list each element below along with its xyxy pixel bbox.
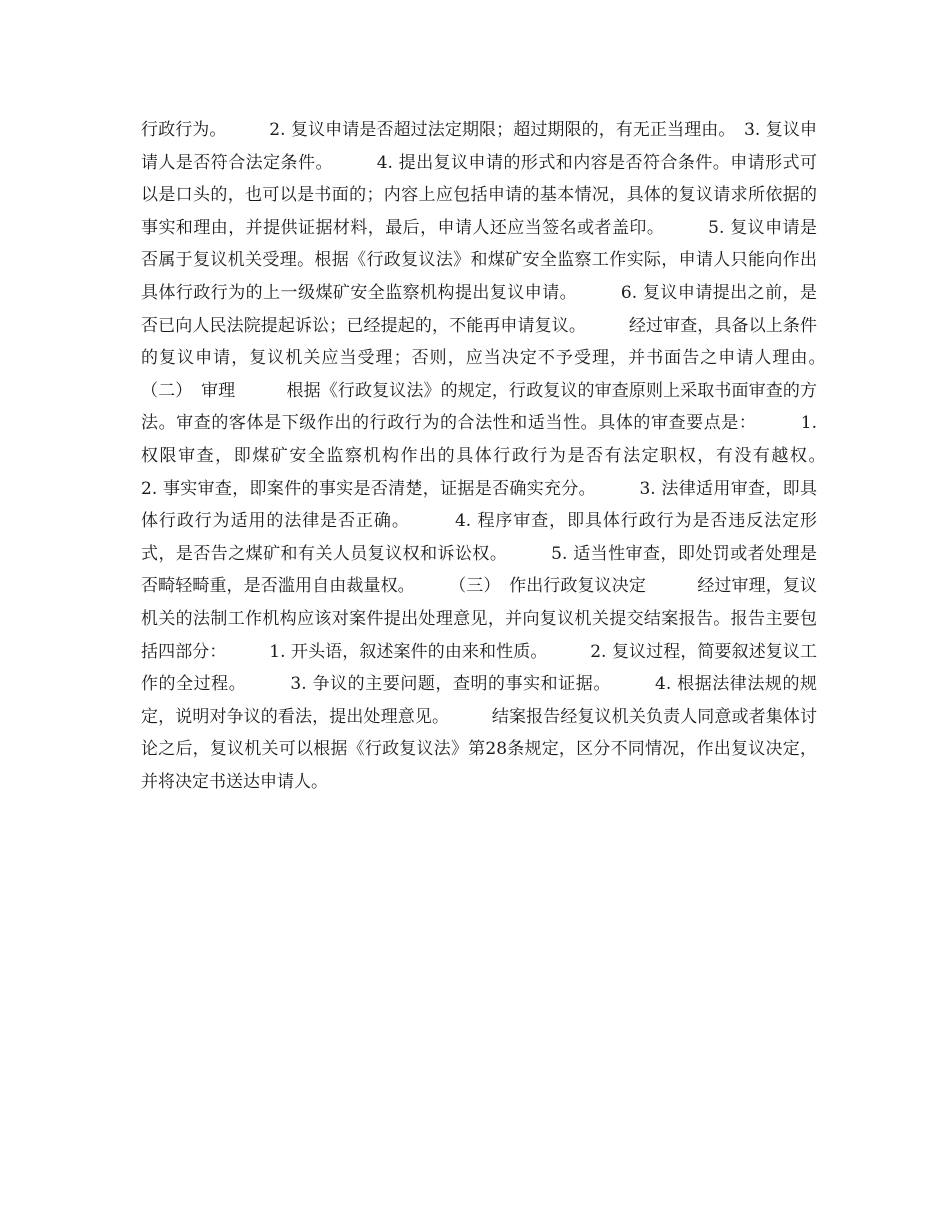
body-paragraph: 行政行为。 2. 复议申请是否超过法定期限；超过期限的，有无正当理由。 3. 复议申请人是否符合法定条件。 4. 提出复议申请的形式和内容是否符合条件。申请形式可以是口头的，也可以是书面的；内容上应包括申请的基本情况，具体的复议请求所依据的事实和理由，并提供证据材料，最后，申请人还应当签名或者盖印。 5. 复议申请是否属于复议机关受理。根据《行政复议法》和煤矿安全监察工作实际，申请人只能向作出具体行政行为的上一级煤矿安全监察机构提出复议申请。 6. 复议申请提出之前，是否已向人民法院提起诉讼；已经提起的，不能再申请复议。 经过审查，具备以上条件的复议申请，复议机关应当受理；否则，应当决定不予受理，并书面告之申请人理由。 （二） 审理 根据《行政复议法》的规定，行政复议的审查原则上采取书面审查的方法。审查的客体是下级作出的行政行为的合法性和适当性。具体的审查要点是： 1. 权限审查，即煤矿安全监察机构作出的具体行政行为是否有法定职权，有没有越权。 2. 事实审查，即案件的事实是否清楚，证据是否确实充分。 3. 法律适用审查，即具体行政行为适用的法律是否正确。 4. 程序审查，即具体行政行为是否违反法定形式，是否告之煤矿和有关人员复议权和诉讼权。 5. 适当性审查，即处罚或者处理是否畸轻畸重，是否滥用自由裁量权。 （三） 作出行政复议决定 经过审理，复议机关的法制工作机构应该对案件提出处理意见，并向复议机关提交结案报告。报告主要包括四部分： 1. 开头语，叙述案件的由来和性质。 2. 复议过程，简要叙述复议工作的全过程。 3. 争议的主要问题，查明的事实和证据。 4. 根据法律法规的规定，说明对争议的看法，提出处理意见。 结案报告经复议机关负责人同意或者集体讨论之后，复议机关可以根据《行政复议法》第28条规定，区分不同情况，作出复议决定，并将决定书送达申请人。 (141, 120, 868, 792)
